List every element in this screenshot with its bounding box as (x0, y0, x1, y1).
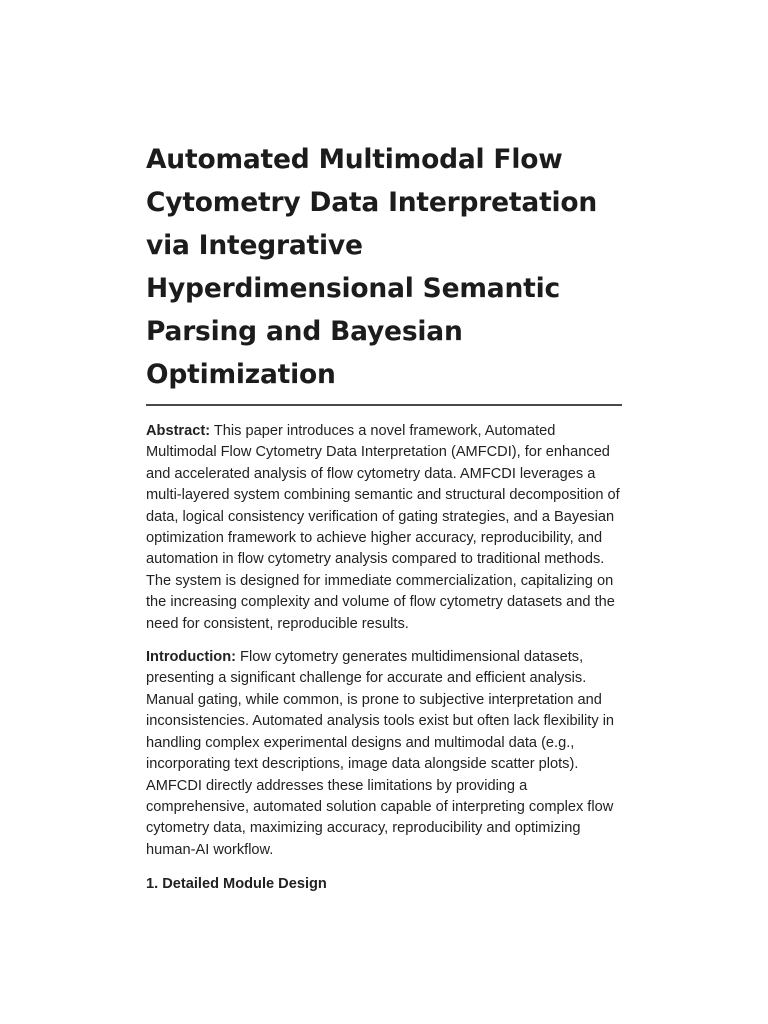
introduction-label: Introduction: (146, 649, 236, 666)
section-heading: 1. Detailed Module Design (146, 876, 327, 893)
introduction-paragraph (146, 647, 624, 861)
paper-page (146, 138, 624, 896)
abstract-paragraph (146, 421, 624, 635)
title-divider (146, 404, 622, 406)
abstract-label: Abstract: (146, 423, 211, 439)
abstract-text: This paper introduces a novel framework, Automated Multimodal Flow Cytometry Data Interpretation (AMFCDI), for enhanced and accelerated analysis of flow cytometry data. AMFCDI leverages a multi-layered system combining semantic and structural decomposition of data, logical consistency verification of gating strategies, and a Bayesian optimization framework to achieve higher accuracy, reproducibility, and automation in flow cytometry analysis compared to traditional methods. The system is designed for immediate commercialization, capitalizing on the increasing complexity and volume of flow cytometry datasets and the need for consistent, reproducible results. (146, 423, 620, 632)
paper-title: Automated Multimodal Flow Cytometry Data Interpretation via Integrative Hyperdimensional Semantic Parsing and Bayesian Optimization (146, 144, 598, 390)
introduction-text: Flow cytometry generates multidimensional datasets, presenting a significant challenge for accurate and efficient analysis. Manual gating, while common, is prone to subjective interpretation and inconsistencies. Automated analysis tools exist but often lack flexibility in handling complex experimental designs and multimodal data (e.g., incorporating text descriptions, image data alongside scatter plots). AMFCDI directly addresses these limitations by providing a comprehensive, automated solution capable of interpreting complex flow cytometry data, maximizing accuracy, reproducibility and optimizing human-AI workflow. (146, 649, 615, 858)
